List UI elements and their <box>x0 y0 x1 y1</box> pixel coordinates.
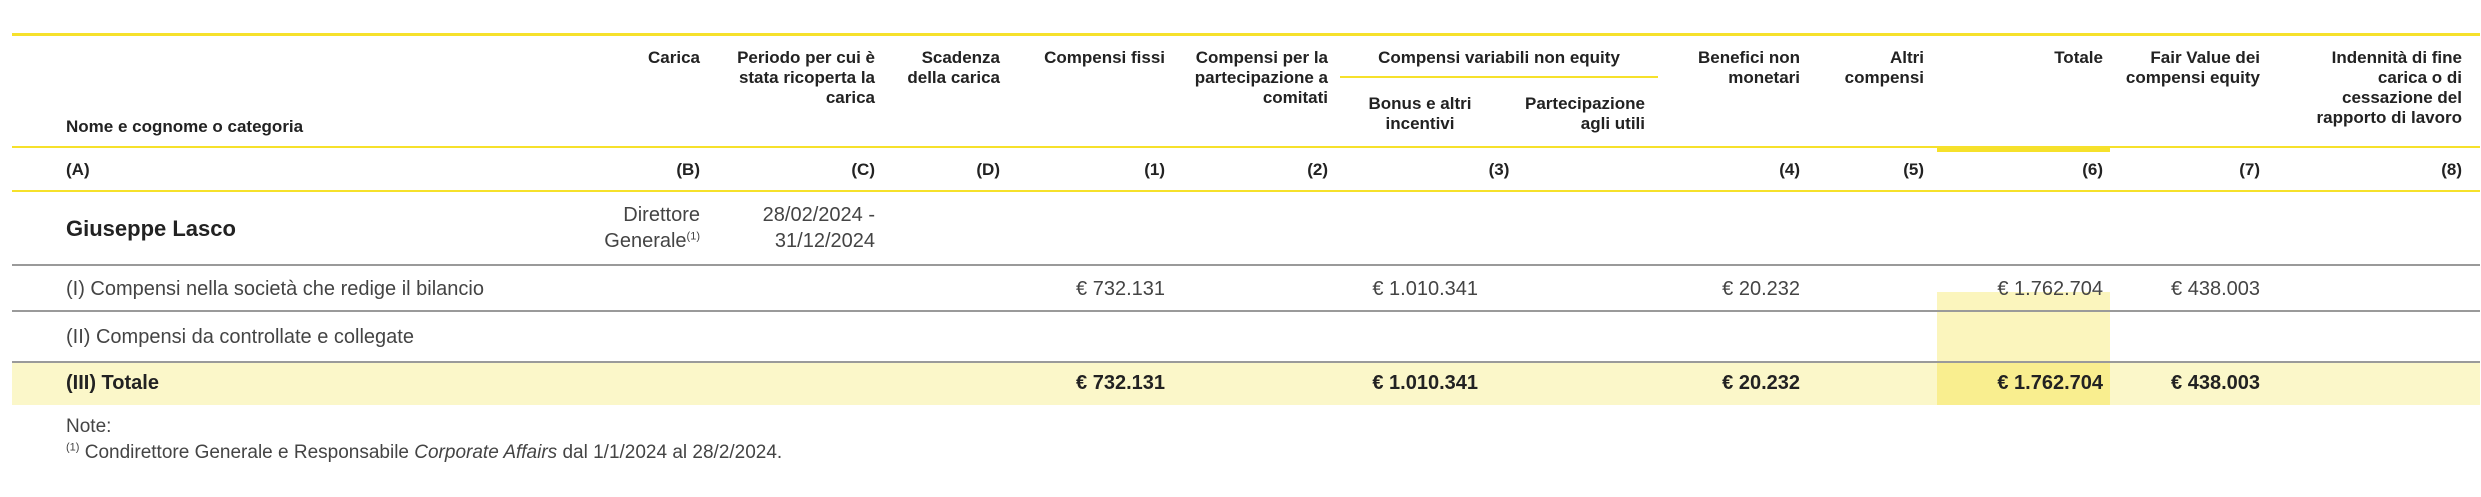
code-d: (D) <box>976 160 1000 179</box>
row1-compensi-fissi: € 732.131 <box>1076 278 1165 300</box>
header-bonus: Bonus e altri incentivi <box>1368 94 1472 133</box>
person-periodo-line2: 31/12/2024 <box>774 230 875 252</box>
code-2: (2) <box>1307 160 1328 179</box>
header-partecipazione-utili: Partecipazione agli utili <box>1525 94 1645 133</box>
totale-column-marker <box>1937 146 2110 152</box>
header-compensi-fissi: Compensi fissi <box>1044 48 1165 67</box>
footnote-text-before: Condirettore Generale e Responsabile <box>79 442 415 463</box>
header-scadenza: Scadenza della carica <box>907 48 1000 87</box>
code-6: (6) <box>2082 160 2103 179</box>
row3-totale: € 1.762.704 <box>1997 372 2103 394</box>
row1-benefici: € 20.232 <box>1722 278 1800 300</box>
person-periodo-line1: 28/02/2024 - <box>762 204 875 226</box>
row2-label: (II) Compensi da controllate e collegate <box>66 326 414 348</box>
row1-bonus: € 1.010.341 <box>1372 278 1478 300</box>
person-carica-line2-wrap <box>540 228 700 254</box>
code-3: (3) <box>1488 160 1510 179</box>
row2-rule <box>12 361 2480 363</box>
header-totale: Totale <box>2054 48 2103 67</box>
person-carica-line1: Direttore <box>623 204 700 226</box>
code-a: (A) <box>66 160 90 179</box>
footnote-1 <box>66 440 1466 466</box>
row1-fair-value: € 438.003 <box>2171 278 2260 300</box>
header-indennita: Indennità di fine carica o di cessazione del rapporto di lavoro <box>2316 48 2462 127</box>
notes-title: Note: <box>66 416 112 437</box>
header-variabili-group: Compensi variabili non equity <box>1378 48 1620 67</box>
code-c: (C) <box>851 160 875 179</box>
person-rule <box>12 264 2480 266</box>
code-1: (1) <box>1144 160 1165 179</box>
header-benefici: Benefici non monetari <box>1697 48 1800 87</box>
person-carica-line2: Generale <box>604 230 687 252</box>
row1-totale: € 1.762.704 <box>1997 278 2103 300</box>
carica-note-ref: (1) <box>686 230 700 243</box>
code-b: (B) <box>676 160 700 179</box>
codes-rule <box>12 190 2480 192</box>
person-periodo <box>715 202 875 254</box>
footnote-text-italic: Corporate Affairs <box>414 442 558 463</box>
code-4: (4) <box>1779 160 1800 179</box>
totale-column-highlight <box>1937 292 2110 363</box>
code-5: (5) <box>1903 160 1924 179</box>
person-carica <box>540 202 700 254</box>
variabili-group-rule <box>1340 76 1658 78</box>
person-name: Giuseppe Lasco <box>66 216 236 241</box>
row3-compensi-fissi: € 732.131 <box>1076 372 1165 394</box>
footnote-ref: (1) <box>66 441 80 454</box>
header-periodo: Periodo per cui è stata ricoperta la carica <box>737 48 875 107</box>
row3-bonus: € 1.010.341 <box>1372 372 1478 394</box>
row3-label: (III) Totale <box>66 372 159 394</box>
header-fair-value: Fair Value dei compensi equity <box>2125 48 2260 87</box>
row3-benefici: € 20.232 <box>1722 372 1800 394</box>
header-compensi-comitati: Compensi per la partecipazione a comitati <box>1194 48 1328 107</box>
row1-rule <box>12 310 2480 312</box>
header-altri-compensi: Altri compensi <box>1844 48 1924 87</box>
row1-label: (I) Compensi nella società che redige il bilancio <box>66 278 484 300</box>
header-name-category: Nome e cognome o categoria <box>66 117 304 136</box>
code-7: (7) <box>2239 160 2260 179</box>
footnote-text-after: dal 1/1/2024 al 28/2/2024. <box>557 442 783 463</box>
row3-fair-value: € 438.003 <box>2171 372 2260 394</box>
header-carica: Carica <box>648 48 700 67</box>
top-rule <box>12 33 2480 36</box>
code-8: (8) <box>2441 160 2462 179</box>
